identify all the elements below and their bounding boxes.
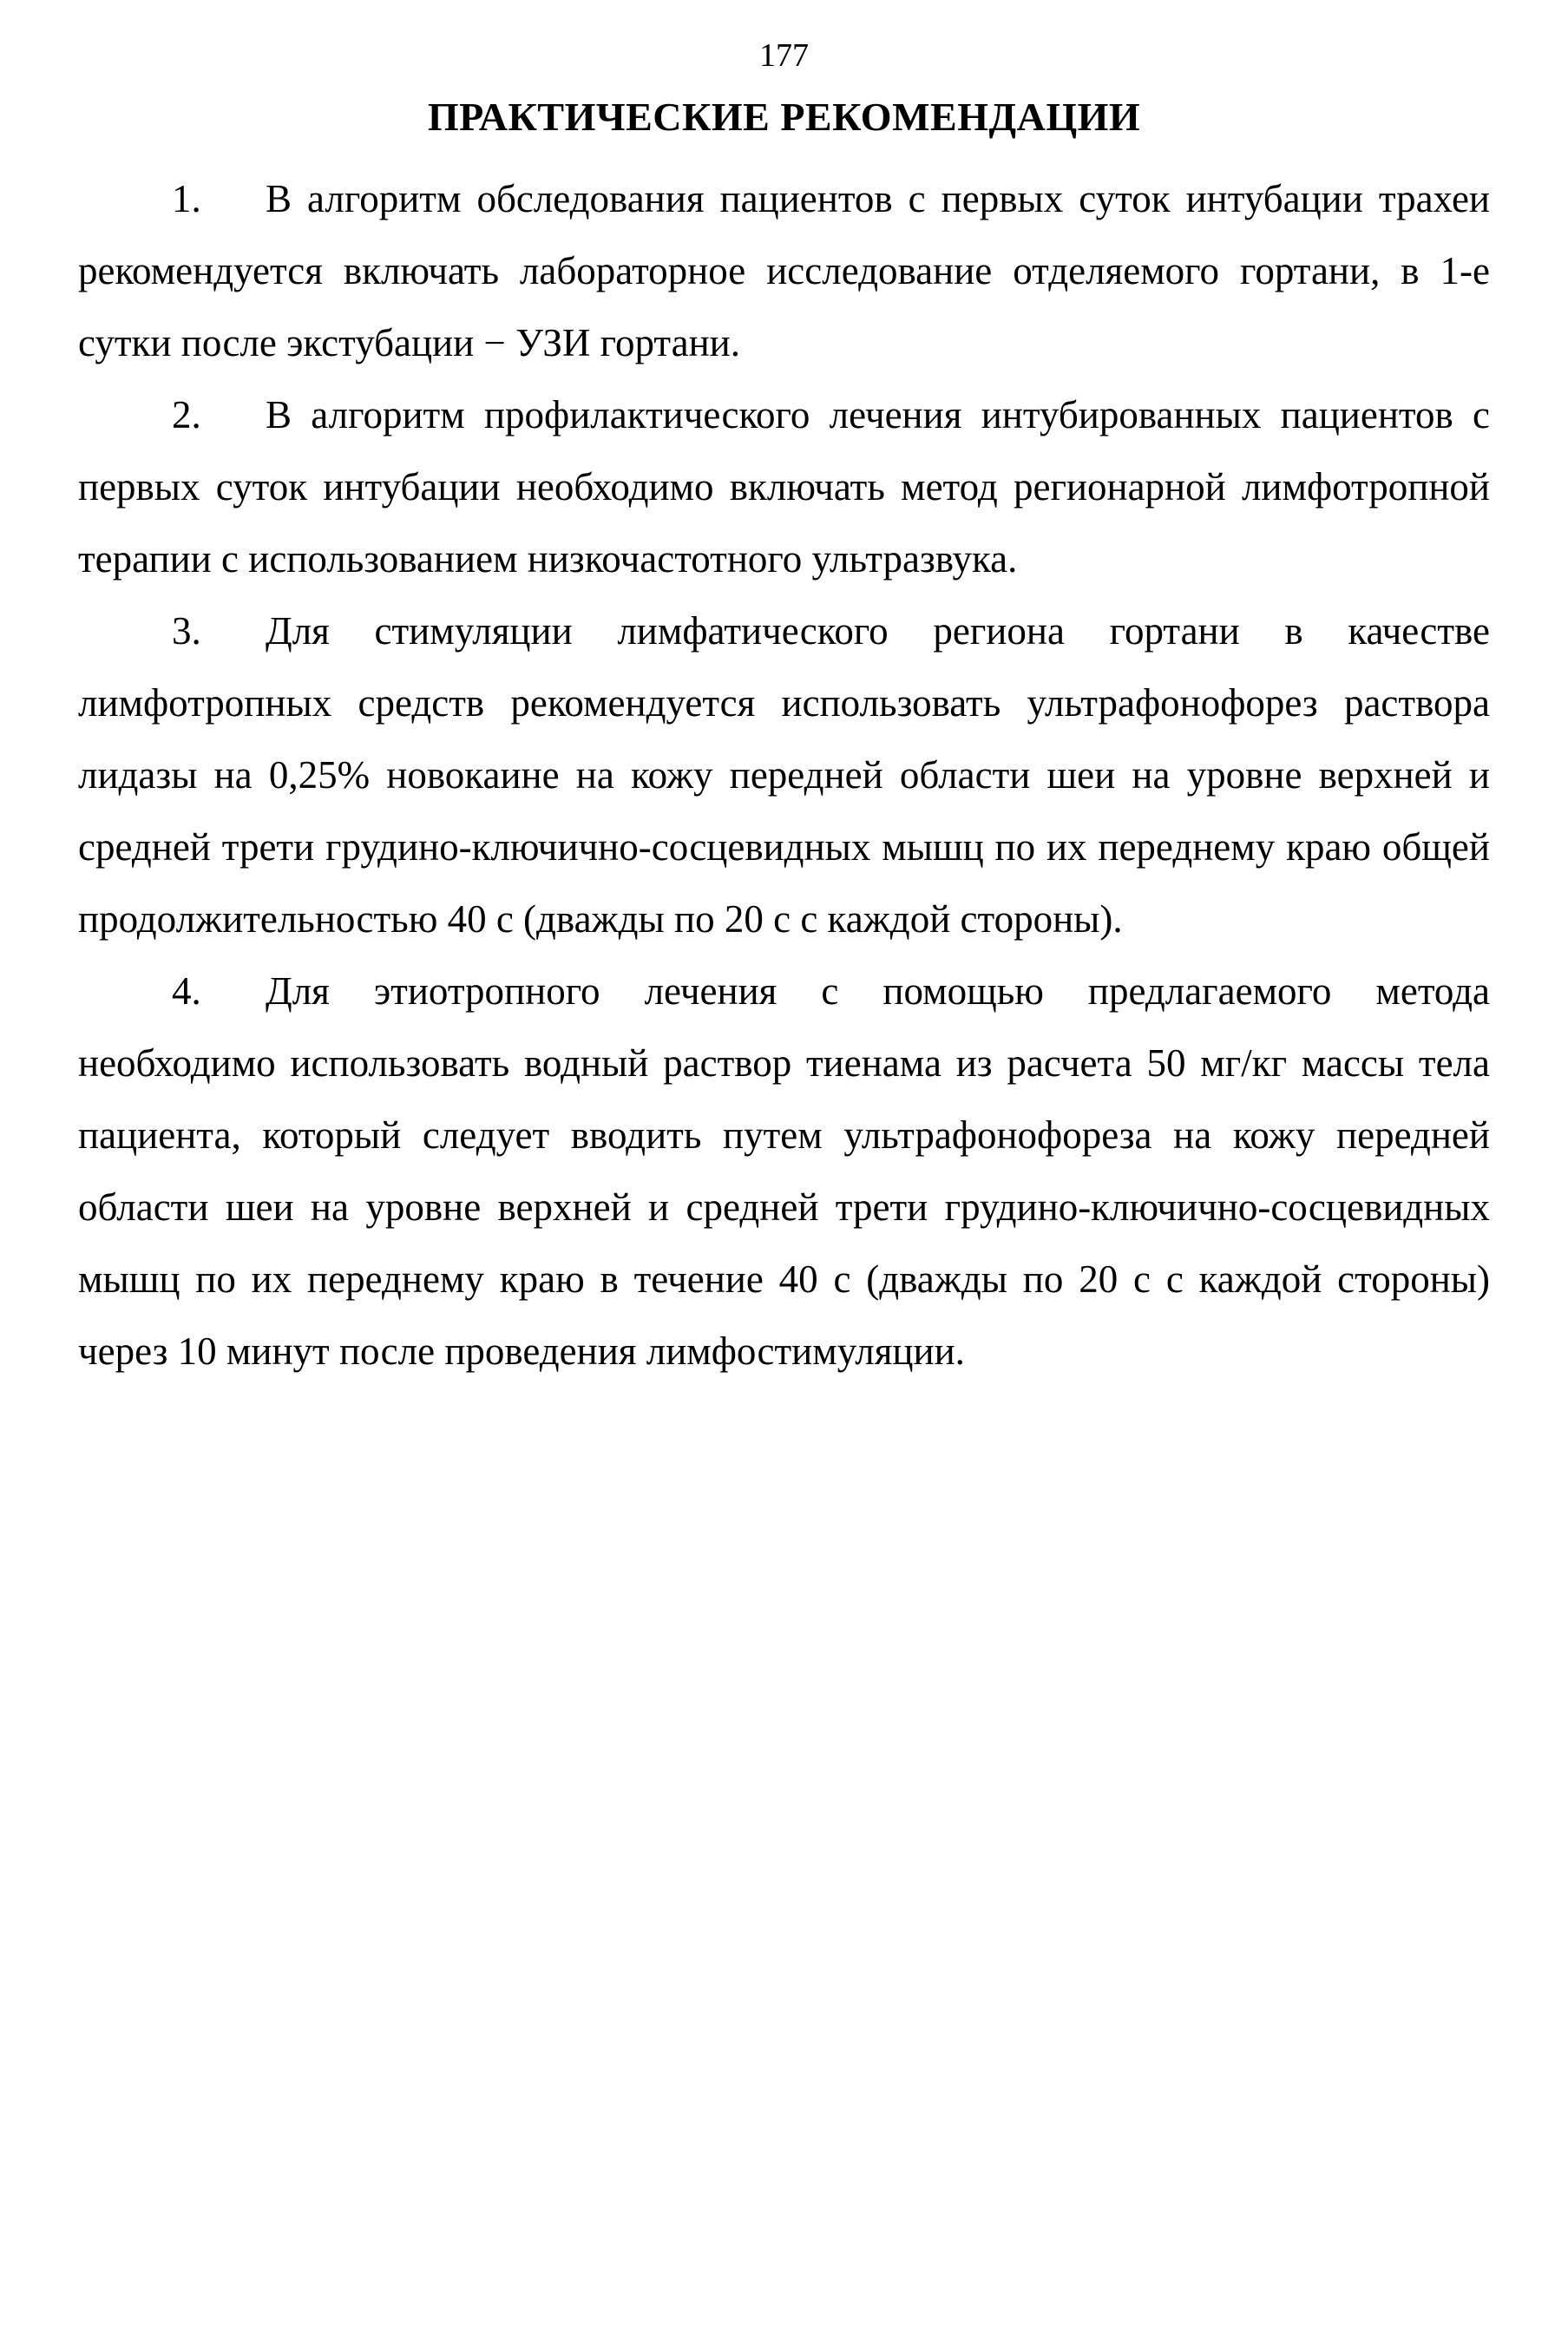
recommendation-text: Для стимуляции лимфатического региона гортани в качестве лимфотропных средств рекомендуется использовать ультрафонофорез раствора лидазы на 0,25% новокаине на кожу передней области шеи на уровне верхней и средней трети грудино-ключично-сосцевидных мышц по их переднему краю общей продолжительностью 40 с (дважды по 20 с с каждой стороны).	[78, 609, 1490, 941]
recommendation-item-1	[78, 163, 1490, 379]
recommendation-text: В алгоритм обследования пациентов с первых суток интубации трахеи рекомендуется включать лабораторное исследование отделяемого гортани, в 1-е сутки после экстубации − УЗИ гортани.	[78, 177, 1490, 364]
recommendation-number: 2.	[172, 393, 201, 436]
recommendations-list	[78, 163, 1490, 1388]
section-heading: ПРАКТИЧЕСКИЕ РЕКОМЕНДАЦИИ	[427, 95, 1141, 139]
recommendation-item-2	[78, 379, 1490, 595]
recommendation-text: В алгоритм профилактического лечения интубированных пациентов с первых суток интубации необходимо включать метод регионарной лимфотропной терапии с использованием низкочастотного ультразвука.	[78, 393, 1490, 581]
recommendation-item-3	[78, 595, 1490, 955]
recommendation-number: 1.	[172, 177, 201, 220]
recommendation-item-4	[78, 955, 1490, 1388]
recommendation-text: Для этиотропного лечения с помощью предлагаемого метода необходимо использовать водный раствор тиенама из расчета 50 мг/кг массы тела пациента, который следует вводить путем ультрафонофореза на кожу передней области шеи на уровне верхней и средней трети грудино-ключично-сосцевидных мышц по их переднему краю в течение 40 с (дважды по 20 с с каждой стороны) через 10 минут после проведения лимфостимуляции.	[78, 969, 1490, 1373]
page-number: 177	[759, 37, 809, 74]
recommendation-number: 3.	[172, 609, 201, 653]
recommendation-number: 4.	[172, 969, 201, 1013]
